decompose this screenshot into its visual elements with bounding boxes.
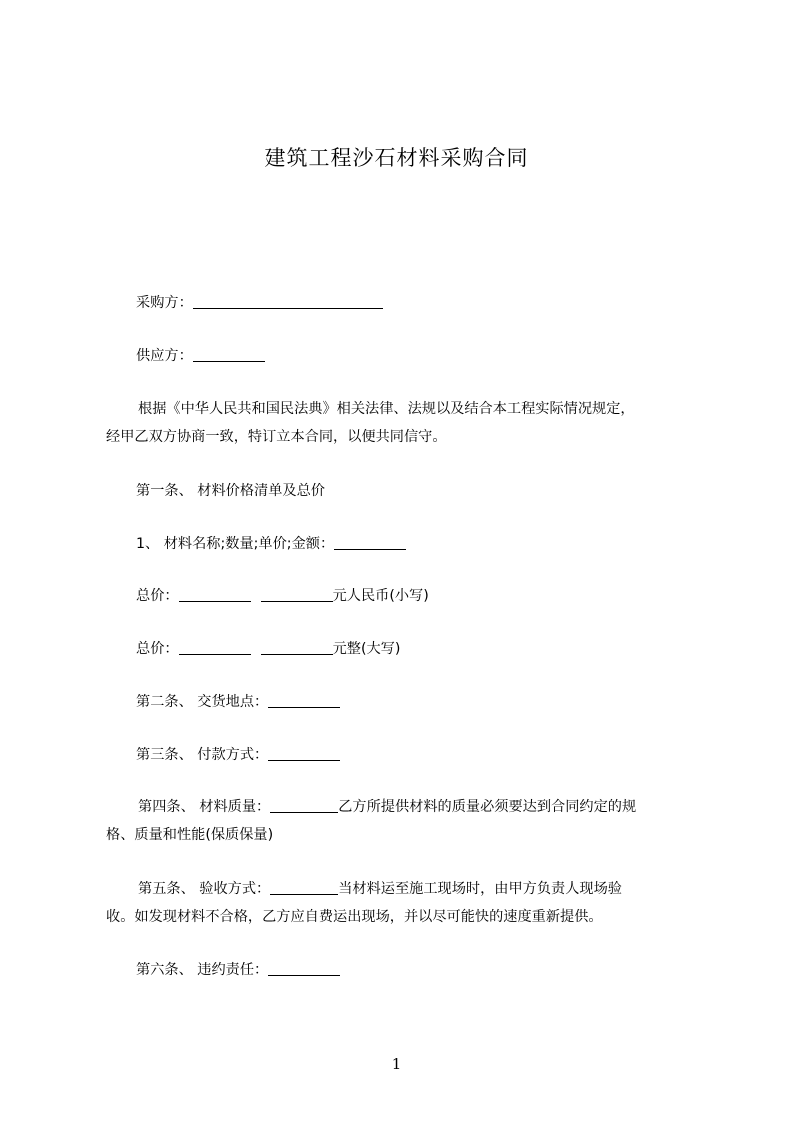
article-3-label: 第三条、 付款方式： [136,747,269,763]
buyer-line [136,292,383,312]
article-4-paragraph [106,793,692,849]
buyer-label: 采购方： [136,295,193,311]
total-big-blank-2[interactable] [261,640,333,655]
buyer-blank[interactable] [193,294,383,309]
page-number: 1 [391,1055,402,1073]
intro-line-2: 经甲乙双方协商一致，特订立本合同，以便共同信守。 [106,429,447,445]
article-6-label: 第六条、 违约责任： [136,962,269,978]
article-2-label: 第二条、 交货地点： [136,694,269,710]
total-small-blank-1[interactable] [179,587,251,602]
article-1-heading: 第一条、 材料价格清单及总价 [136,483,325,499]
intro-paragraph [106,395,692,451]
total-small-line [136,585,429,605]
supplier-blank[interactable] [193,347,265,362]
supplier-line [136,345,265,365]
total-big-blank-1[interactable] [179,640,251,655]
article-4-suffix: 乙方所提供材料的质量必须要达到合同约定的规 [338,799,637,815]
article-3-line [136,744,340,764]
article-5-prefix: 第五条、 验收方式： [138,881,271,897]
article-2-line [136,691,340,711]
total-small-blank-2[interactable] [261,587,333,602]
article-4-line-1 [106,793,692,821]
supplier-label: 供应方： [136,348,193,364]
total-big-line [136,638,400,658]
item-1-label: 1、 材料名称;数量;单价;金额： [136,536,335,552]
article-4-line-2: 格、质量和性能(保质保量) [106,827,274,843]
article-4-prefix: 第四条、 材料质量： [138,799,271,815]
total-small-label: 总价： [136,588,179,604]
total-small-suffix: 元人民币(小写) [332,588,429,604]
article-6-line [136,959,340,979]
article-5-suffix: 当材料运至施工现场时，由甲方负责人现场验 [338,881,622,897]
item-1-blank[interactable] [334,535,406,550]
breach-liability-blank[interactable] [268,961,340,976]
payment-method-blank[interactable] [268,746,340,761]
item-1-line [136,533,406,553]
inspection-method-blank[interactable] [270,880,338,895]
total-big-label: 总价： [136,641,179,657]
intro-line-1: 根据《中华人民共和国民法典》相关法律、法规以及结合本工程实际情况规定， [138,401,635,417]
document-title: 建筑工程沙石材料采购合同 [264,146,529,170]
article-5-line-1 [106,875,692,903]
article-5-paragraph [106,875,692,931]
article-5-line-2: 收。如发现材料不合格，乙方应自费运出现场，并以尽可能快的速度重新提供。 [106,909,603,925]
total-big-suffix: 元整(大写) [332,641,401,657]
material-quality-blank[interactable] [270,798,338,813]
delivery-location-blank[interactable] [268,693,340,708]
